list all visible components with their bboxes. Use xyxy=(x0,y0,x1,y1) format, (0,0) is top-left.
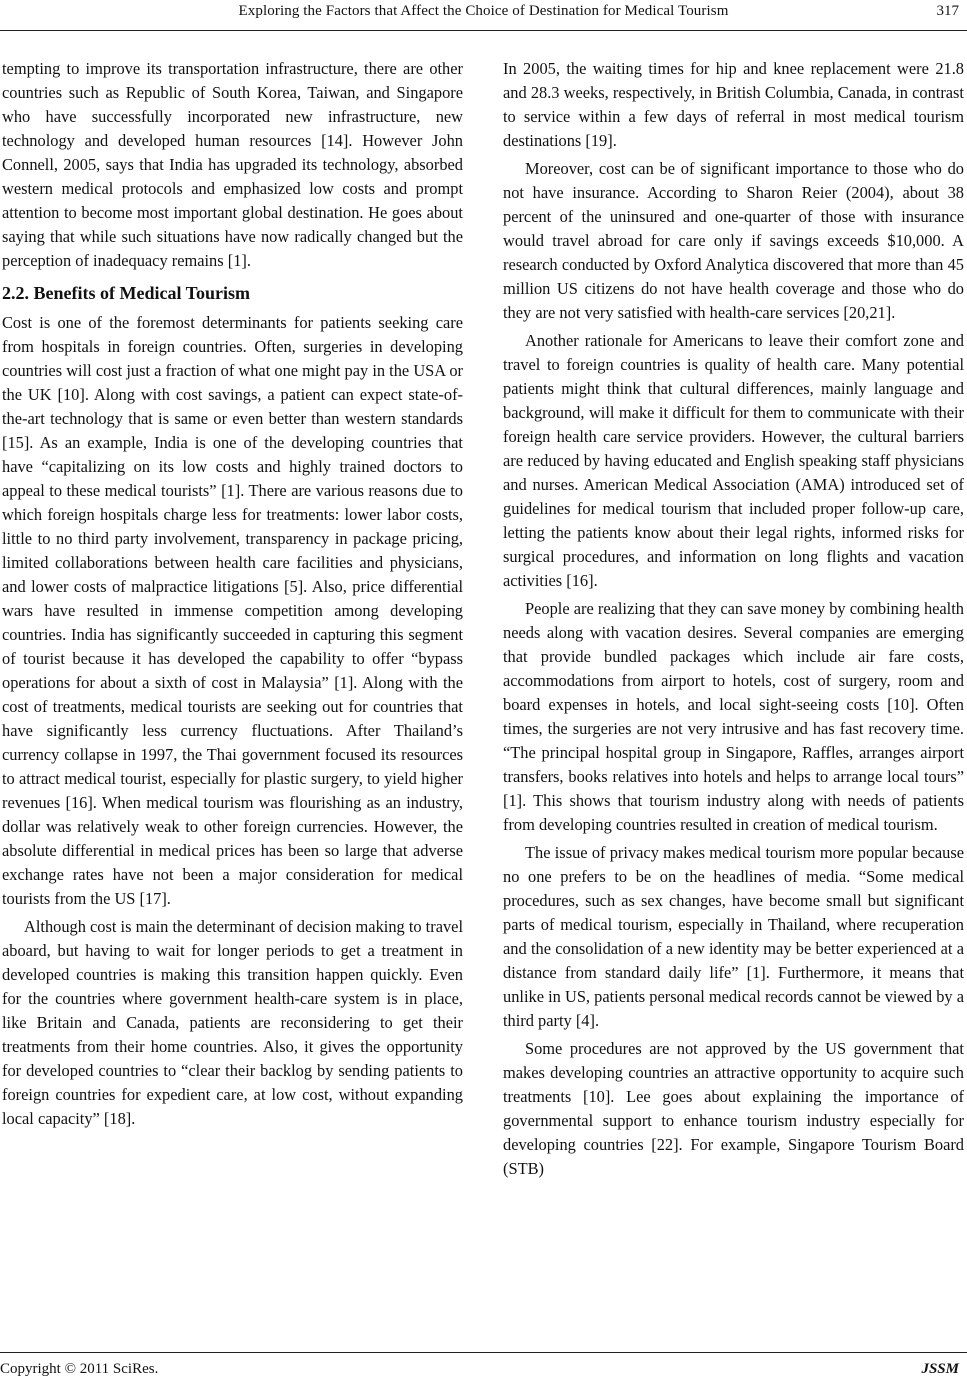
paragraph-wait: Although cost is main the determinant of decision making to travel aboard, but having to wait for longer periods to get a treatment in developed countries is making this transition happen quickly. Even for the countries where government health-care system is in place, like Britain and Canada, patients are reconsidering to get their treatments from their home countries. Also, it gives the opportunity for developed countries to “clear their backlog by sending patients to foreign countries for expedient care, at low cost, without expanding local capacity” [18]. xyxy=(2,917,463,1128)
paragraph-procedures: Some procedures are not approved by the US government that makes developing countries an attractive opportunity to acquire such treatments [10]. Lee goes about explaining the importance of governmental support to enhance tourism industry especially for developing countries [22]. For example, Singapore Tourism Board (STB) xyxy=(503,1039,964,1178)
page-footer xyxy=(0,1352,967,1383)
paragraph-vacation: People are realizing that they can save money by combining health needs along with vacation desires. Several companies are emerging that provide bundled packages which include air fare costs, accommodations from airport to hotels, cost of surgery, room and board expenses in hotels, and local sight-seeing costs [10]. Often times, the surgeries are not very intrusive and has fast recovery time. “The principal hospital group in Singapore, Raffles, arranges airport transfers, books relatives into hotels and helps to arrange local tours” [1]. This shows that tourism industry along with needs of patients from developing countries resulted in creation of medical tourism. xyxy=(503,599,964,834)
journal-abbreviation: JSSM xyxy=(921,1361,959,1377)
right-column xyxy=(503,57,964,1185)
running-header xyxy=(0,0,967,31)
section-heading: 2.2. Benefits of Medical Tourism xyxy=(2,283,250,303)
paragraph-cost: Cost is one of the foremost determinants for patients seeking care from hospitals in foreign countries. Often, surgeries in developing countries will cost just a fraction of what one might pay in the USA or the UK [10]. Along with cost savings, a patient can expect state-of-the-art technology that is same or even better than western standards [15]. As an example, India is one of the developing countries that have “capitalizing on its low costs and highly trained doctors to appeal to these medical tourists” [1]. There are various reasons due to which foreign hospitals charge less for treatments: lower labor costs, little to no third party involvement, transparency in package pricing, limited collaborations between health care facilities and physicians, and lower costs of malpractice litigations [5]. Also, price differential wars have resulted in immense competition among developing countries. India has significantly succeeded in capturing this segment of tourist because it has developed the capability to offer “bypass operations for about a sixth of cost in Malaysia” [1]. Along with the cost of treatments, medical tourists are seeking out for countries that have significantly less currency fluctuations. After Thailand’s currency collapse in 1997, the Thai government focused its resources to attract medical tourist, especially for plastic surgery, to yield higher revenues [16]. When medical tourism was flourishing as an industry, dollar was relatively weak to other foreign currencies. However, the absolute differential in medical prices has been so large that adverse exchange rates have not been a major consideration for medical tourists from the US [17]. xyxy=(2,313,463,908)
paragraph-insurance: Moreover, cost can be of significant importance to those who do not have insurance. According to Sharon Reier (2004), about 38 percent of the uninsured and one-quarter of those with insurance would travel abroad for care only if savings exceeds $10,000. A research conducted by Oxford Analytica discovered that more than 45 million US citizens do not have health coverage and those who do they are not very satisfied with health-care services [20,21]. xyxy=(503,159,964,322)
left-column xyxy=(2,57,463,1135)
running-title: Exploring the Factors that Affect the Choice of Destination for Medical Tourism xyxy=(238,3,729,19)
paragraph-quality: Another rationale for Americans to leave their comfort zone and travel to foreign countries is quality of health care. Many potential patients might think that cultural differences, mainly language and background, will make it difficult for them to communicate with their foreign health care service providers. However, the cultural barriers are reduced by having educated and English speaking staff physicians and nurses. American Medical Association (AMA) introduced set of guidelines for medical tourism that included proper follow-up care, letting the patients know about their legal rights, informed risks for surgical procedures, and information on long flights and vacation activities [16]. xyxy=(503,331,964,590)
paragraph-2005: In 2005, the waiting times for hip and knee replacement were 21.8 and 28.3 weeks, respectively, in British Columbia, Canada, in contrast to service within a few days of referral in most medical tourism destinations [19]. xyxy=(503,59,964,150)
paragraph-continued: tempting to improve its transportation infrastructure, there are other countries such as Republic of South Korea, Taiwan, and Singapore who have successfully incorporated new infrastructure, new technology and developed human resources [14]. However John Connell, 2005, says that India has upgraded its technology, absorbed western medical protocols and emphasized low costs and prompt attention to become most important global destination. He goes about saying that while such situations have now radically changed but the perception of inadequacy remains [1]. xyxy=(2,59,463,270)
paragraph-privacy: The issue of privacy makes medical tourism more popular because no one prefers to be on the headlines of media. “Some medical procedures, such as sex changes, have become small but significant parts of medical tourism, especially in Thailand, where recuperation and the consolidation of a new identity may be better experienced at a distance from standard daily life” [1]. Furthermore, it means that unlike in US, patients personal medical records cannot be viewed by a third party [4]. xyxy=(503,843,964,1030)
page-number: 317 xyxy=(936,3,959,19)
copyright-notice: Copyright © 2011 SciRes. xyxy=(0,1361,159,1377)
